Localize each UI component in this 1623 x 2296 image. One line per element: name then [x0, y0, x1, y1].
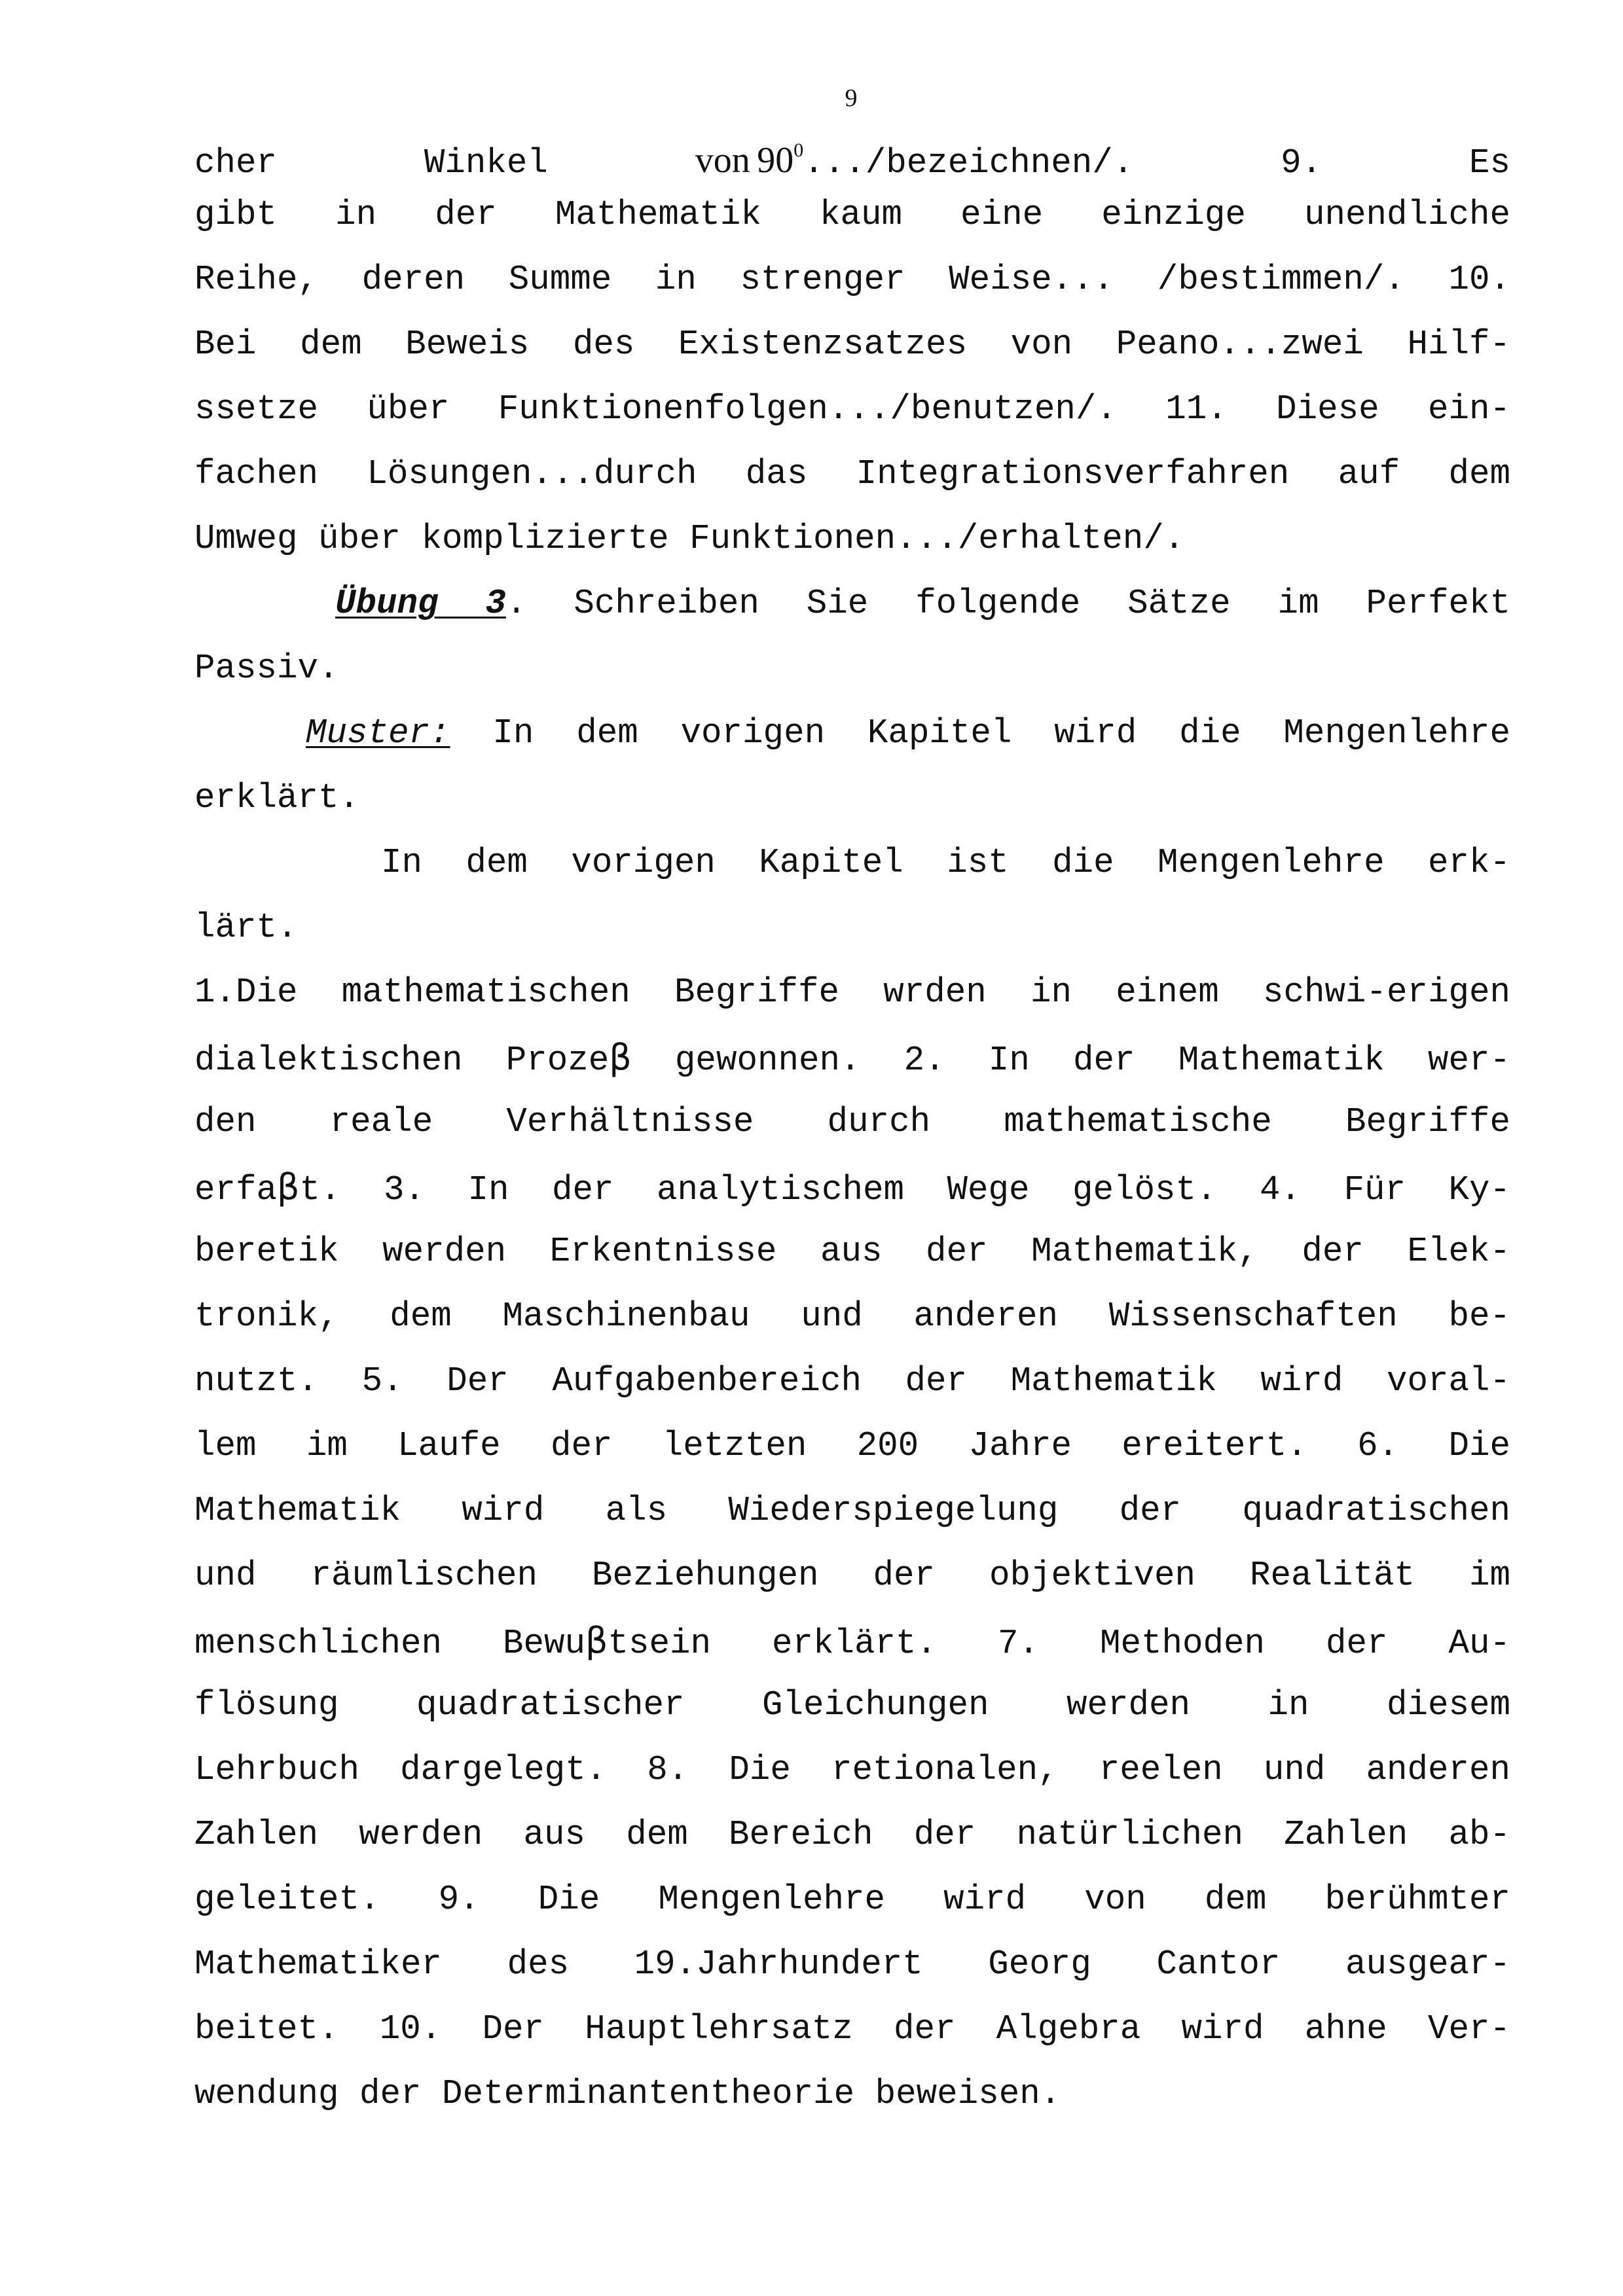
sentences-line-14: Zahlen werden aus dem Bereich der natürlichen Zahlen ab- — [194, 1815, 1510, 1854]
muster-example-text: In dem vorigen Kapitel wird die Mengenlehre — [492, 713, 1510, 753]
word-es: Es — [1468, 143, 1510, 183]
exercise-label-dot: . — [505, 584, 527, 623]
sentences-line-8: lem im Laufe der letzten 200 Jahre ereitert. 6. Die — [194, 1426, 1510, 1465]
degree-expression — [695, 139, 1134, 183]
para1-line-6: fachen Lösungen...durch das Integrationsverfahren auf dem — [194, 454, 1510, 493]
sentences-line-3: den reale Verhältnisse durch mathematische Begriffe — [194, 1102, 1510, 1141]
sentences-line-11-c: tsein erklärt. 7. Methoden der Au- — [608, 1624, 1510, 1663]
eszett-glyph: β — [585, 1620, 608, 1661]
verb-bezeichnen: .../bezeichnen/. — [803, 143, 1134, 183]
word-winkel: Winkel — [424, 143, 548, 183]
sentences-line-9: Mathematik wird als Wiederspiegelung der quadratischen — [194, 1491, 1510, 1530]
para1-line-7: Umweg über komplizierte Funktionen.../erhalten/. — [194, 519, 1185, 558]
sentences-line-18: wendung der Determinantentheorie beweisen. — [194, 2074, 1061, 2113]
eszett-glyph: β — [277, 1166, 300, 1208]
muster-line-1 — [194, 701, 1510, 766]
sentences-line-1: 1.Die mathematischen Begriffe wrden in einem schwi-erigen — [194, 973, 1510, 1012]
sentences-line-6: tronik, dem Maschinenbau und anderen Wissenschaften be- — [194, 1297, 1510, 1336]
exercise-label: Übung 3 — [335, 584, 506, 623]
degree-superscript: 0 — [793, 139, 804, 161]
sentences-line-4 — [194, 1155, 1510, 1219]
muster-line-4: lärt. — [194, 908, 298, 947]
exercise-task-line-2: Passiv. — [194, 649, 339, 688]
exercise-heading-line — [194, 571, 1510, 636]
page-number: 9 — [845, 84, 858, 112]
sentences-line-15: geleitet. 9. Die Mengenlehre wird von dem berühmter — [194, 1880, 1510, 1919]
page-body — [194, 118, 1510, 2126]
sentences-line-4-c: t. 3. In der analytischem Wege gelöst. 4. Für Ky- — [299, 1170, 1510, 1210]
para1-line-1 — [194, 118, 1510, 183]
sentences-line-2 — [194, 1025, 1510, 1090]
muster-line-2: erklärt. — [194, 778, 360, 817]
sentences-line-11-a: menschlichen Bewu — [194, 1624, 586, 1663]
sentences-line-17: beitet. 10. Der Hauptlehrsatz der Algebra wird ahne Ver- — [194, 2009, 1510, 2049]
word-von: von — [695, 140, 750, 181]
para1-line-4: Bei dem Beweis des Existenzsatzes von Peano...zwei Hilf- — [194, 325, 1510, 364]
eszett-glyph: β — [609, 1037, 632, 1078]
sentence-number-9: 9. — [1281, 143, 1322, 183]
sentences-line-2-c: gewonnen. 2. In der Mathematik wer- — [631, 1041, 1510, 1080]
para1-line-3: Reihe, deren Summe in strenger Weise... /bestimmen/. 10. — [194, 260, 1510, 299]
sentences-line-2-a: dialektischen Proze — [194, 1041, 610, 1080]
exercise-task: Schreiben Sie folgende Sätze im Perfekt — [574, 584, 1511, 623]
sentences-line-11 — [194, 1608, 1510, 1673]
word-cher: cher — [194, 143, 278, 183]
muster-line-3: In dem vorigen Kapitel ist die Mengenlehre erk- — [381, 843, 1510, 882]
para1-line-5: ssetze über Funktionenfolgen.../benutzen/. 11. Diese ein- — [194, 389, 1510, 429]
sentences-line-5: beretik werden Erkentnisse aus der Mathematik, der Elek- — [194, 1232, 1510, 1271]
sentences-line-16: Mathematiker des 19.Jahrhundert Georg Cantor ausgear- — [194, 1945, 1510, 1984]
sentences-line-4-a: erfa — [194, 1170, 278, 1210]
para1-line-2: gibt in der Mathematik kaum eine einzige unendliche — [194, 195, 1510, 234]
degree-value: 90 — [757, 140, 794, 181]
exercise-title — [335, 584, 526, 623]
muster-label: Muster: — [306, 713, 450, 753]
sentences-line-13: Lehrbuch dargelegt. 8. Die retionalen, reelen und anderen — [194, 1750, 1510, 1789]
sentences-line-12: flösung quadratischer Gleichungen werden in diesem — [194, 1685, 1510, 1725]
sentences-line-10: und räumlischen Beziehungen der objektiven Realität im — [194, 1556, 1510, 1595]
sentences-line-7: nutzt. 5. Der Aufgabenbereich der Mathematik wird voral- — [194, 1361, 1510, 1401]
